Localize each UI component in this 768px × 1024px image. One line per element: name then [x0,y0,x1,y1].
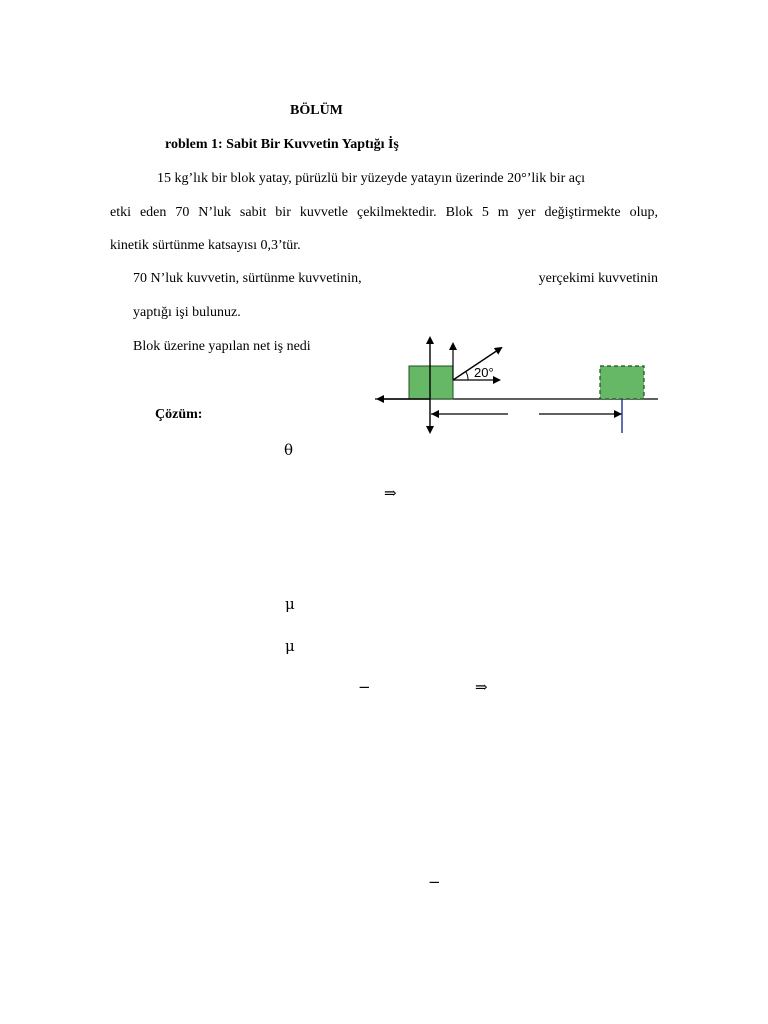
mu-symbol-1: μ [285,595,295,613]
force-diagram [370,330,670,440]
block-initial [409,366,453,399]
theta-symbol: θ [284,441,294,459]
paragraph-line-3: kinetik sürtünme katsayısı 0,3’tür. [110,238,301,253]
solution-label: Çözüm: [155,407,203,422]
angle-arc [466,372,468,380]
mu-symbol-2: μ [285,637,295,655]
paragraph-line-1: 15 kg’lık bir blok yatay, pürüzlü bir yüzeyde yatayın üzerinde 20°’lik bir açı [157,171,586,186]
displacement-arrowhead-left [431,410,439,418]
block-final [600,366,644,399]
question-a-line-2: yaptığı işi bulunuz. [133,305,241,320]
implies-symbol-1: ⇒ [384,484,397,502]
minus-symbol-2: − [428,873,441,891]
implies-symbol-2: ⇒ [475,678,488,696]
question-a-part-2: yerçekimi kuvvetinin [538,271,658,286]
question-a-part-1: 70 N’luk kuvvetin, sürtünme kuvvetinin, [133,271,362,286]
minus-symbol-1: − [358,678,371,696]
question-b: Blok üzerine yapılan net iş nedi [133,339,311,354]
angle-label: 20° [474,365,494,380]
problem-title: roblem 1: Sabit Bir Kuvvetin Yaptığı İş [165,137,399,152]
displacement-arrowhead-right [614,410,622,418]
chapter-title: BÖLÜM [290,103,343,118]
paragraph-line-2: etki eden 70 N’luk sabit bir kuvvetle çekilmektedir. Blok 5 m yer değiştirmekte olup, [110,205,658,220]
